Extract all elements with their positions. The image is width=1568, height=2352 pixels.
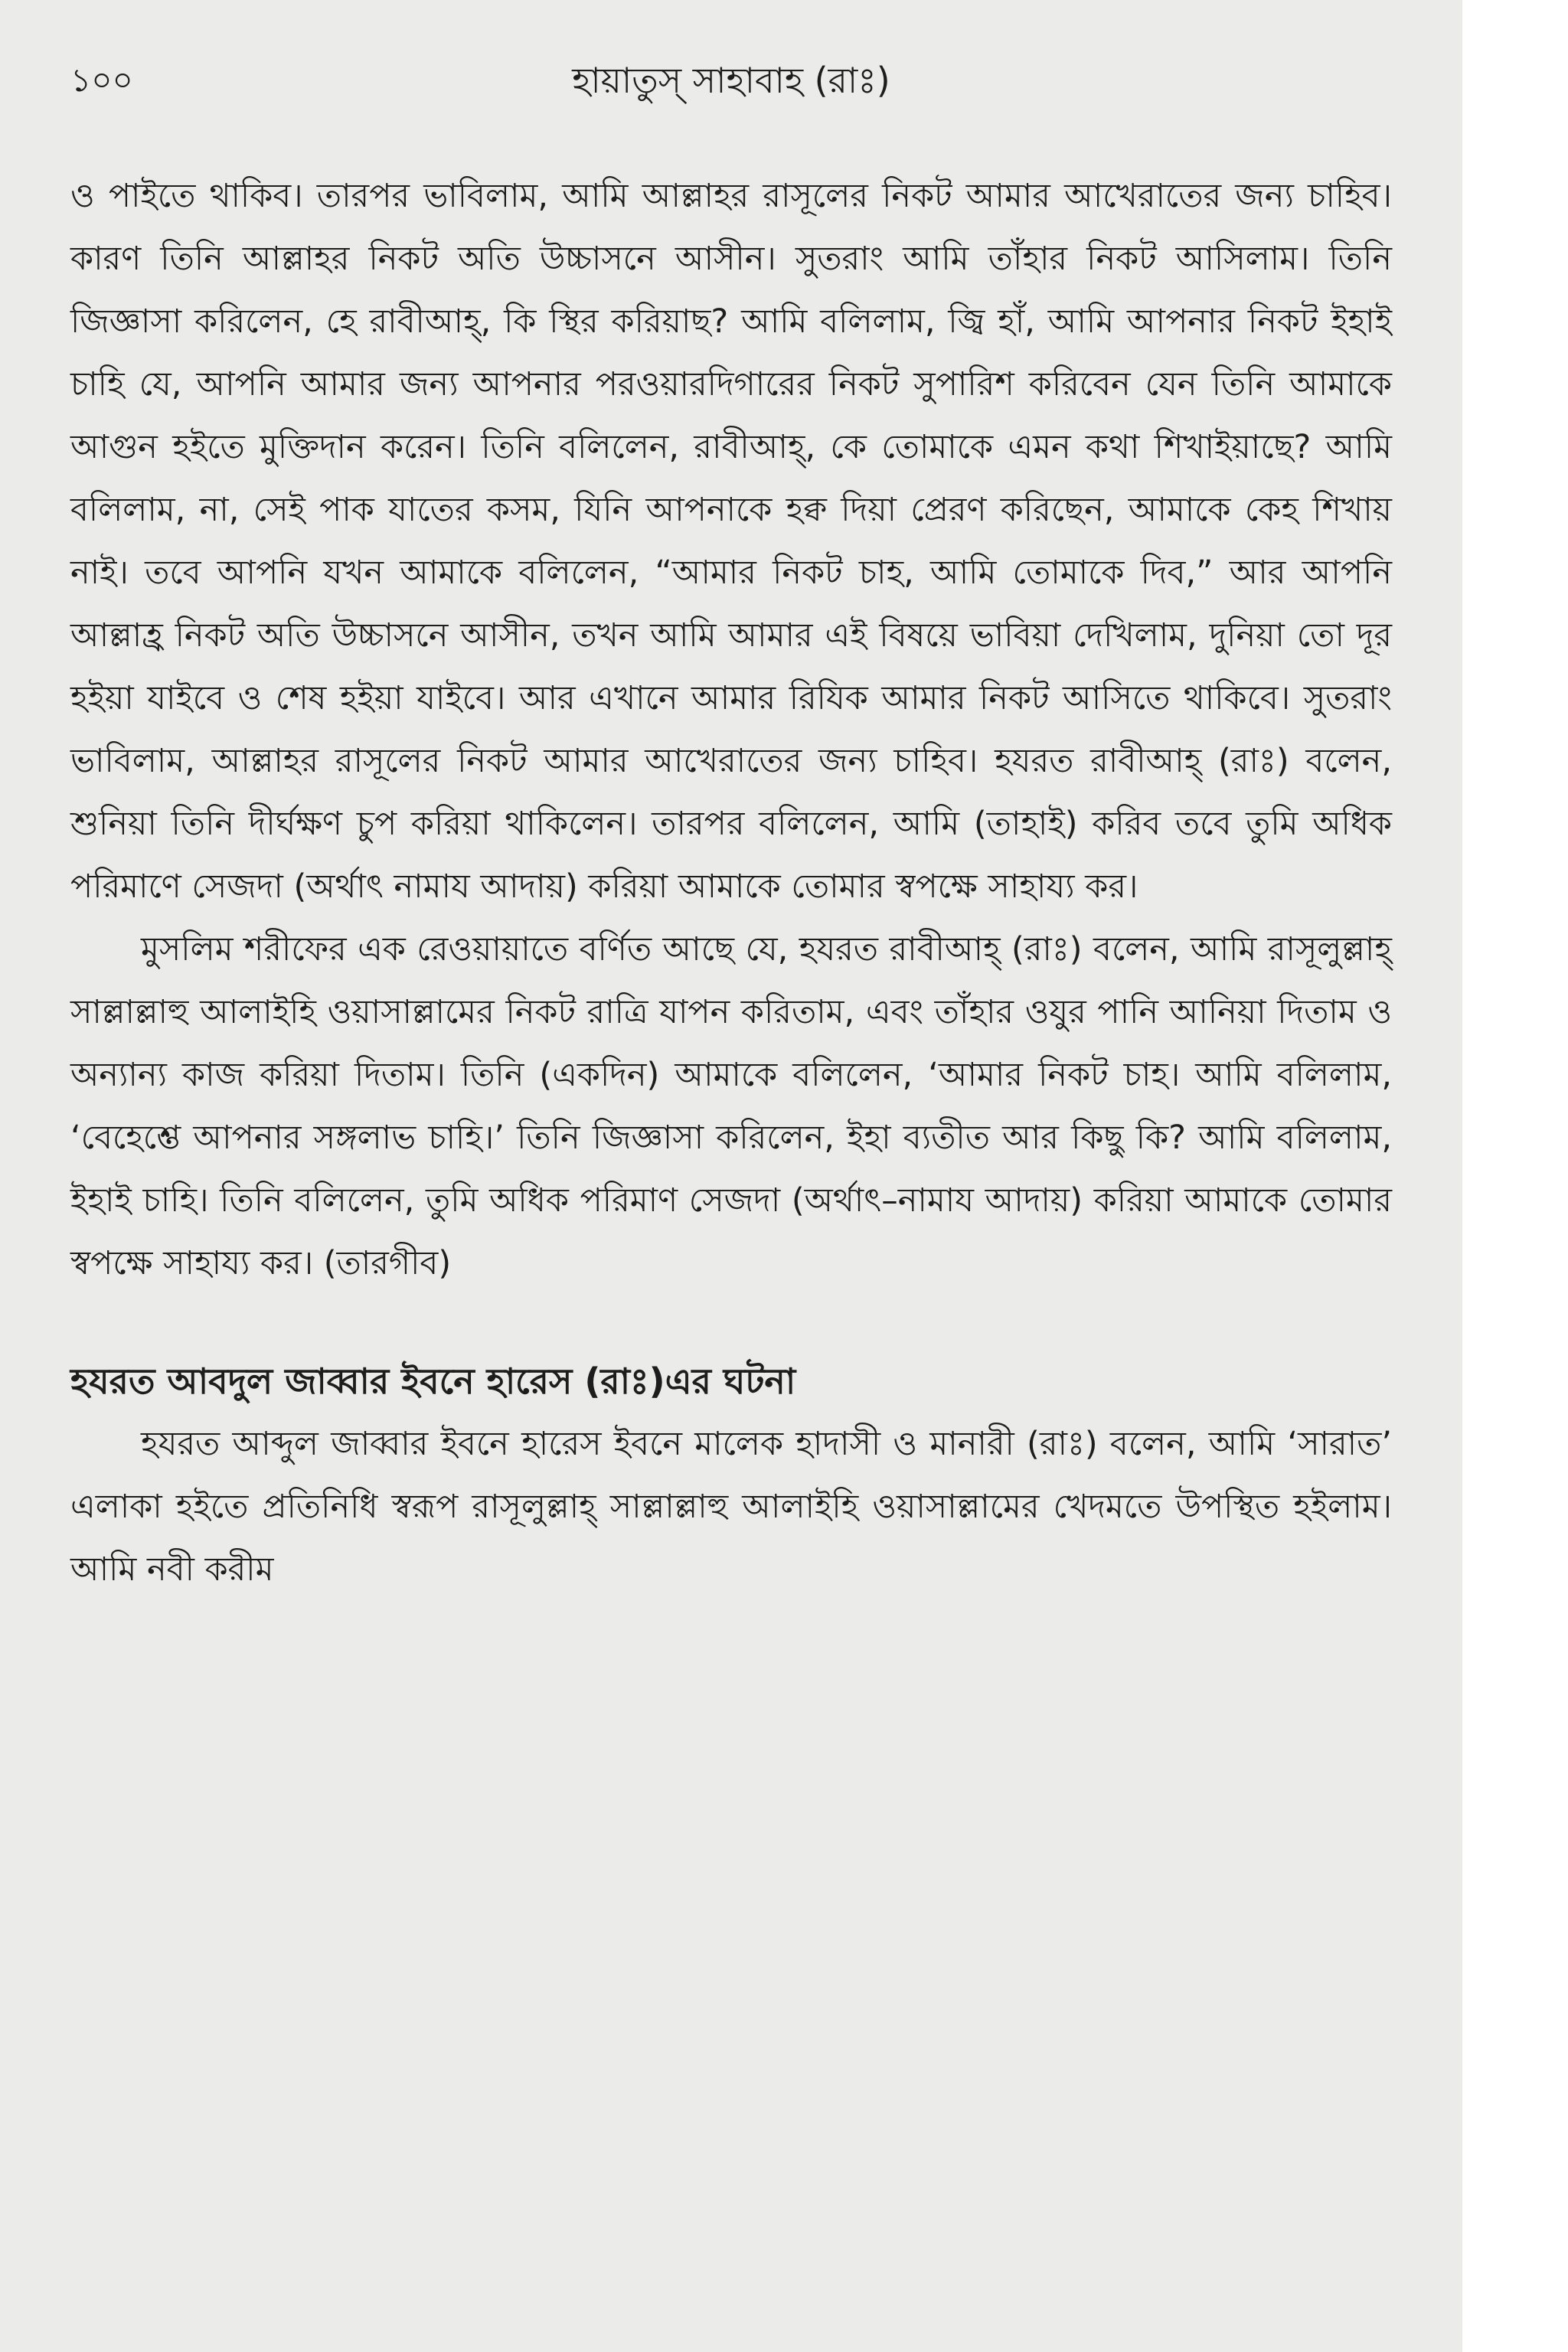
page-number: ১০০ [70, 61, 133, 99]
running-title: হায়াতুস্ সাহাবাহ (রাঃ) [572, 60, 890, 101]
paragraph-abdul-jabbar: হযরত আব্দুল জাব্বার ইবনে হারেস ইবনে মালেক হাদাসী ও মানারী (রাঃ) বলেন, আমি ‘সারাত’ এলাকা হইতে প্রতিনিধি স্বরূপ রাসূলুল্লাহ্ সাল্লাল্লাহু আলাইহি ওয়াসাল্লামের খেদমতে উপস্থিত হইলাম। আমি নবী করীম [70, 1425, 1392, 1589]
running-header [70, 54, 1392, 107]
section-heading: হযরত আবদুল জাব্বার ইবনে হারেস (রাঃ)এর ঘটনা [70, 1361, 796, 1402]
paragraph-muslim-narration: মুসলিম শরীফের এক রেওয়ায়াতে বর্ণিত আছে যে, হযরত রাবীআহ্ (রাঃ) বলেন, আমি রাসূলুল্লাহ্ সাল্লাল্লাহু আলাইহি ওয়াসাল্লামের নিকট রাত্রি যাপন করিতাম, এবং তাঁহার ওযুর পানি আনিয়া দিতাম ও অন্যান্য কাজ করিয়া দিতাম। তিনি (একদিন) আমাকে বলিলেন, ‘আমার নিকট চাহ। আমি বলিলাম, ‘বেহেশ্তে আপনার সঙ্গলাভ চাহি।’ তিনি জিজ্ঞাসা করিলেন, ইহা ব্যতীত আর কিছু কি? আমি বলিলাম, ইহাই চাহি। তিনি বলিলেন, তুমি অধিক পরিমাণ সেজদা (অর্থাৎ–নামায আদায়) করিয়া আমাকে তোমার স্বপক্ষে সাহায্য কর। (তারগীব) [70, 930, 1392, 1282]
page-margin [1462, 0, 1568, 2352]
body-text [70, 165, 1392, 1601]
paragraph-rabiah-continued: ও পাইতে থাকিব। তারপর ভাবিলাম, আমি আল্লাহর রাসূলের নিকট আমার আখেরাতের জন্য চাহিব। কারণ তিনি আল্লাহর নিকট অতি উচ্চাসনে আসীন। সুতরাং আমি তাঁহার নিকট আসিলাম। তিনি জিজ্ঞাসা করিলেন, হে রাবীআহ্, কি স্থির করিয়াছ? আমি বলিলাম, জ্বি হাঁ, আমি আপনার নিকট ইহাই চাহি যে, আপনি আমার জন্য আপনার পরওয়ারদিগারের নিকট সুপারিশ করিবেন যেন তিনি আমাকে আগুন হইতে মুক্তিদান করেন। তিনি বলিলেন, রাবীআহ্, কে তোমাকে এমন কথা শিখাইয়াছে? আমি বলিলাম, না, সেই পাক যাতের কসম, যিনি আপনাকে হক্ব দিয়া প্রেরণ করিছেন, আমাকে কেহ শিখায় নাই। তবে আপনি যখন আমাকে বলিলেন, “আমার নিকট চাহ, আমি তোমাকে দিব,” আর আপনি আল্লাহ্র নিকট অতি উচ্চাসনে আসীন, তখন আমি আমার এই বিষয়ে ভাবিয়া দেখিলাম, দুনিয়া তো দূর হইয়া যাইবে ও শেষ হইয়া যাইবে। আর এখানে আমার রিযিক আমার নিকট আসিতে থাকিবে। সুতরাং ভাবিলাম, আল্লাহর রাসূলের নিকট আমার আখেরাতের জন্য চাহিব। হযরত রাবীআহ্ (রাঃ) বলেন, শুনিয়া তিনি দীর্ঘক্ষণ চুপ করিয়া থাকিলেন। তারপর বলিলেন, আমি (তাহাই) করিব তবে তুমি অধিক পরিমাণে সেজদা (অর্থাৎ নামায আদায়) করিয়া আমাকে তোমার স্বপক্ষে সাহায্য কর। [70, 177, 1392, 906]
